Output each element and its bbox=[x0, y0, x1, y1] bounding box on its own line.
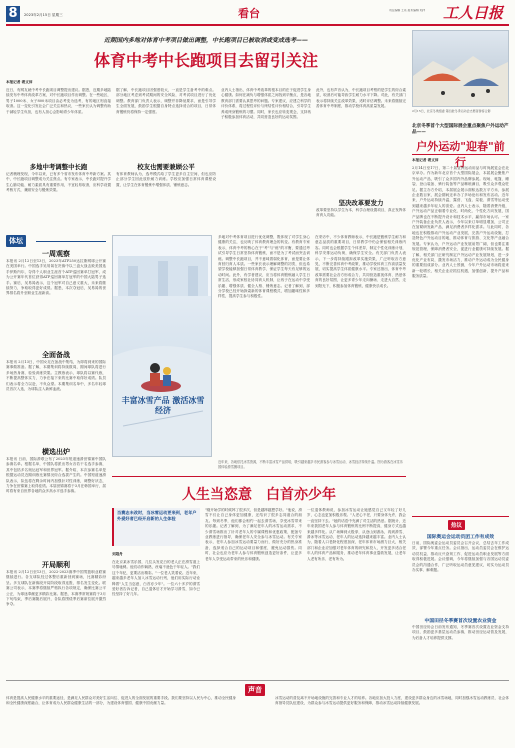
center-col-2: 在采访中，不少体育教师表示，中长跑是锻炼学生耐力和意志品质的重要项目，日常教学中仍会保留相关训练内容。同时也会根据学生个体差异，制定个性化训练计划，科学安排运动负荷，确保学生安全。有关部门负责人表示，下一步将持续跟踪改革实施效果，广泛听取各方意见，不断完善体育中考政策，推动学校体育工作高质量发展，切实提高学生体质健康水平。专家还指出，体育中考改革需要社会各方形成合力，共同营造重视体育、热爱体育的良好氛围，让更多青少年走向操场、走进大自然、走到阳光下，积极参加体育锻炼，健康快乐成长。 bbox=[315, 235, 406, 288]
expo-photo-caption: 2月15日，北京冬奥组委 第四批冬季运动会志愿者游客合影 bbox=[412, 109, 491, 113]
lead-header bbox=[6, 30, 406, 75]
feature-col-2: "刚开始学的时候摔了很多次，但是越摔越想学好。"他说，滑雪不仅让自己身体更加健康，还结识了很多志同道合的朋友。每到冬季，他们都会相约一起去滑雪场，享受冰雪带来的乐趣。记者了解到，为了满足老年人的冰雪运动需求，不少滑雪场推出了针对老年人的专属课程和优惠政策，配备专业教练进行指导，确保老年人安全参与冰雪运动。有关专家表示，老年人参加冰雪运动要量力而行，做好充分的热身准备，选择适合自己的运动项目和强度，避免运动损伤。同时，社会也应为老年人参与体育锻炼创造更好条件，让更多老年人享受运动带来的快乐和健康。 bbox=[205, 508, 302, 561]
right-box-body-1: 日前，国际奥委会运动员委员会召开会议，总结去年工作成效，部署今年重点任务。会议指出，运动员委员会在维护运动员权益、推动反兴奋剂工作、促进运动员职业发展等方面取得积极进展。会议强调，今年将继续加强与各国运动员委员会的沟通合作，广泛听取运动员意见建议，切实为运动员办实事、解难题。 bbox=[412, 541, 509, 573]
ice-photo bbox=[112, 235, 212, 457]
brief-head-3: 横选出炉 bbox=[42, 448, 70, 456]
lead-col-1b: 记者梳理发现，今年以来，已有多个省市发布体育中考新方案。其中，中长跑项目调整成为关注焦点。有专家表示，中长跑对提升学生心肺功能、耐力素质具有重要作用，不宜轻易取消，应科学设置考核方式，兼顾安全与锻炼效果。 bbox=[6, 172, 111, 193]
right-box-head-1: 国际奥运会运动员团工作有成效 bbox=[426, 535, 495, 540]
footer-right: 冰雪运动的普及离不开场地设施的完善和专业人才的培养。各地应加大投入力度，建设更多群众身边的冰雪场地，同时加强冰雪运动教练员、社会体育指导员队伍建设，为群众参与冰雪运动提供更好服务和保障，推动冰雪运动持续健康发展。 bbox=[275, 696, 509, 706]
lead-col-1: 近日，有网友就中考中长跑项目调整提出建议。据悉，近期多地陆续发布中考体育改革方案，对中长跑项目作出调整。在一些地区，男子1000米、女子800米项目由必考变为选考，有的地区则直接取消。这一变化引发社会广泛关注和热议，一些家长认为调整有助于减轻学生负担，也有人担心会影响青少年体质。 bbox=[6, 88, 111, 114]
brief-body-4: 本报讯 2月12日至13日，2022-2023赛季中国男篮职业联赛继续进行。各支球队经过休整后重新回到赛场，比赛精彩纷呈。多支球队在新赛段开局阶段取得连胜，排名发生变化。联赛公司表示，本赛季将继续严格执行各项规定，确保比赛公平公正，为球迷奉献更多精彩比赛。据悉，本赛季常规赛将于3月下旬结束，季后赛随后展开，各队将围绕季后赛席位展开激烈争夺。 bbox=[6, 570, 106, 607]
brief-head-2: 全面备战 bbox=[42, 351, 70, 359]
right-title-rule bbox=[412, 154, 509, 155]
ice-photo-title: 丰富冰雪产品 激活冰雪经济 bbox=[121, 396, 205, 415]
feature-kicker: 当赛志未改时，当冰雪运动更来到，老年户外爱好者已经开启新的人生体验 bbox=[112, 508, 200, 546]
expo-photo bbox=[412, 30, 509, 107]
lead-kicker: 近期国内多地对体育中考项目做出调整，中长跑项目已被取消或变成选考—— bbox=[103, 37, 308, 44]
right-box bbox=[412, 516, 509, 671]
right-body: 2月14日至17日，第二十届亚洲运动用品与时尚展览会在北京举办。作为新年北京首个大型国际展会，本届展会聚焦户外运动产品，吸引了众多国内外品牌参展。现场，帐篷、睡袋、登山装备、骑行装备等产品琳琅满目，吸引众多观众驻足。据主办方介绍，本届展会展示面积达数万平方米，参展企业数百家，展会期间还举办了多场论坛和发布活动。近年来，户外运动持续升温，露营、飞盘、桨板、滑雪等运动受到越来越多年轻人的喜爱。业内人士表示，随着消费升级，户外运动产品正朝着专业化、时尚化、个性化方向发展，国产品牌也在不断提升设计和技术水平，赢得市场认可。一家户外装备企业负责人表示，今年以来订单明显增加，公司正在加紧研发新产品，满足消费者多样化需求。与此同时，各地也在积极推动户外运动产业发展，完善户外运动设施，打造特色户外运动目的地，推动体育与旅游、文化等产业融合发展。专家认为，户外运动产业发展前景广阔，但也要注重规范管理，保障消费者安全，促进行业健康可持续发展。据了解，相关部门正研究制定户外运动产业发展规划，进一步优化产业布局，激发市场活力，推动户外运动成为全民健身的重要组成部分。业内人士预测，今年户外运动市场将迎来新一轮增长，相关企业应抓住机遇，加强创新，提升产品和服务质量。 bbox=[412, 166, 509, 279]
right-title: 户外运动"迎春"前行 bbox=[416, 140, 505, 169]
masthead bbox=[6, 4, 509, 24]
footer-rule bbox=[6, 680, 509, 681]
right-box-head-2: 中国田径冬季赛首次设置农业资金 bbox=[424, 619, 497, 624]
briefs-tag-rule bbox=[36, 236, 106, 242]
brief-body-2: 本报讯 2月13日，中国女足在备战中集结，为即将到来的国际赛事做准备。据了解，本期集训将持续数周，期间球队将进行多场热身赛，检验训练效果。主教练表示，球队将以赛代练，不断提高整体实力，力争在接下来的比赛中取得好成绩。队员们表示将全力以赴，不负众望。本期集训名单中，多名年轻球员首次入选，为球队注入新鲜血液。 bbox=[6, 360, 106, 392]
editor-credit: 责任编辑 王亮 美术编辑 刘洋 bbox=[389, 9, 426, 12]
briefs-tag: 体坛 bbox=[6, 235, 26, 247]
lead-byline: 本报记者 裴文沛 bbox=[6, 80, 33, 84]
brief-head-4: 开局顺利 bbox=[42, 561, 70, 569]
briefs-column bbox=[6, 235, 106, 675]
lead-subhead-2: 校友也需要兼顾公平 bbox=[137, 163, 195, 171]
page-number: 8 bbox=[6, 6, 20, 22]
lead-col-4: 此外，也有声音认为，中长跑项目考察的是学生的综合素质，取消后可能导致学生耐力水平下降。对此，有关部门表示将持续关注改革效果，适时评估调整。未来将继续完善体育中考制度，推动学校体育高质量发展。 bbox=[316, 88, 406, 109]
feature-col-3: 一位退休教师说，参加冰雪运动让她感觉自己又年轻了好几岁，心态也更加积极乐观。"人老心不老，只要身体允许，我会一直坚持下去。"她的话语中充满了对生活的热爱。据统计，近年来我国老年人参与体育锻炼的比例不断提高，健身方式也越来越多样化。从广场舞到太极拳，从登山到游泳，再到滑雪、滑冰等冰雪运动，老年人的运动选择越来越丰富。业内人士认为，随着人口老龄化程度加深，老年体育市场潜力巨大，相关部门和企业应加强对老年体育的研究和投入，开发更多适合老年人的体育产品和服务，推动老年体育事业蓬勃发展，让老年人老有所乐、老有所为。 bbox=[307, 508, 406, 561]
footer-tag: 声音 bbox=[245, 684, 265, 696]
lead-subhead-1: 多地中考调整中长跑 bbox=[29, 163, 88, 171]
brief-head-1: 一周观察 bbox=[42, 250, 70, 258]
feature-top-rule bbox=[112, 476, 406, 477]
lead-col-2b: 有体育教师认为，选考模式给了学生更多自主空间，但也应防止部分学生因此放松耐力训练。学校应加强日常体育课程设置，让学生在体育锻炼中增强体质、锤炼意志。 bbox=[116, 172, 216, 187]
lead-title: 体育中考中长跑项目去留引关注 bbox=[93, 51, 318, 70]
feature-byline: 刘超舟 bbox=[112, 552, 123, 556]
lead-col-3: 业内人士指出，体育中考改革的根本目的在于促进学生身心健康。如何在减负与增强体质之间找到平衡点，是各地教育部门需要认真思考的问题。专家建议，应建立科学的评价体系，将过程性评价与终结性评价相结合，引导学生养成终身锻炼的习惯。同时，家长也应转变观念，支持孩子积极参加体育活动，共同营造良好的运动氛围。 bbox=[221, 88, 311, 120]
feature-title: 人生当恣意 白首亦少年 bbox=[182, 487, 336, 503]
paper-logo: 工人日报 bbox=[443, 4, 504, 22]
center-col-1: 多地对中考体育项目进行优化调整，既体现了对学生身心健康的关注，也反映了体育教育理念的转变。有教育专家表示，体育中考的核心在于"考"与"练"的平衡，要通过考试引导学生日常坚持体育锻炼，而不是为了考试而突击训练。调整中长跑项目，并不意味着弱化体育，而是要让体育回归育人本质。一些家长表示理解调整的初衷，但也希望学校能够加强日常体育教学，保证学生每天有足够的运动时间。此外，有学者建议，应当将体育锻炼融入学生日常生活，形成家校社协同育人机制，让孩子在运动中享受乐趣、增强体质、健全人格、锤炼意志。记者了解到，部分学校已经开始探索新的体育课程模式，增加趣味性和多样性，提高学生参与积极性。 bbox=[218, 235, 310, 299]
brief-body-3: 本报讯 日前，国际滑联公布了2023年短道速滑世锦赛中国队参赛名单。根据名单，中国队将派出男女各若干名选手参赛，其中包括多名奥运冠军和世界冠军。据介绍，本次参赛名单是根据运动员近期训练比赛情况综合选拔产生的。中国短道速滑队表示，队伍将在剩余时间内加强针对性训练，调整好状态，力争在世锦赛上取得佳绩。本届世锦赛将于3月在韩国举行，届时将有来自世界各地的众多高水平选手参赛。 bbox=[6, 457, 106, 494]
masthead-rule bbox=[6, 24, 509, 26]
center-caption: 近年来，各地依托冰雪资源，不断丰富冰雪产品供给，吸引越来越多市民游客参与冰雪运动，冰雪经济持续升温。图为游客在冰雪乐园体验滑雪圈项目。 bbox=[218, 460, 403, 469]
right-box-body-2: 中国田径协会日前发布通知，冬季赛首次设置农业资金支持项目，鼓励更多基层运动员参赛，推动田径运动普及发展，为后备人才培养提供支撑。 bbox=[412, 625, 509, 640]
right-box-label: 热议 bbox=[448, 520, 465, 530]
issue-date: 2023年2月15日 星期三 bbox=[24, 13, 63, 17]
right-byline: 本报记者 裴文沛 bbox=[412, 158, 439, 162]
lead-col-4b: 改革要坚持以学生为本，科学合理设置项目，真正发挥体育育人功能。 bbox=[316, 208, 406, 218]
lead-subhead-3: 坚决改革要发力 bbox=[338, 199, 384, 207]
lead-col-2: 据了解，中长跑项目因强度较大，一直是学生备考中的难点。部分地区考虑到考试期间的安全风险，对考试项目进行了优化调整。教育部门负责人表示，调整并非降低要求，而是引导学生全面发展，鼓励学生根据自身特点选择适合的项目，日常体育锻炼仍将保持一定强度。 bbox=[116, 88, 216, 114]
right-kicker: 北京冬季首个大型国际展会重点聚焦户外运动产品—— bbox=[412, 124, 509, 135]
lead-body bbox=[6, 80, 406, 230]
brief-body-1: 本报讯 2月12日至13日，2023年ATP250达拉斯网球公开赛在美国举行。中国选手吴易昺在决赛中以三盘大战击败美国选手伊斯内尔，夺得个人职业生涯首个ATP巡回赛单打冠军，成为公开赛年代首位获得ATP巡回赛单打冠军的中国大陆男子选手。赛后，吴易昺表示，这个冠军对自己意义重大，未来将继续努力，争取取得更好成绩。据悉，本次夺冠后，吴易昺的世界排名将升至职业生涯新高。 bbox=[6, 259, 106, 296]
section-title: 看台 bbox=[238, 7, 260, 20]
footer-left: 体育是提高人民健康水平的重要途径，是满足人民群众对美好生活向往、促进人的全面发展的重要手段。我们要坚持以人民为中心，推动全民健身和全民健康深度融合，让体育成为人民群众健康生活的一部分，为建设体育强国、健康中国贡献力量。 bbox=[6, 696, 236, 706]
feature-col-1: 在北京某冰雪乐园，几位头发花白的老人正在滑雪道上尽情驰骋。他们动作娴熟，丝毫不逊色于年轻人。"我们这个年纪，更要活出精彩。"一位老人笑着说。近年来，越来越多老年人加入冰雪运动行列，他们用实际行动诠释着"人生当恣意，白首亦少年"。一位六十多岁的滑雪爱好者告诉记者，自己退休后才开始学习滑雪，如今已经坚持了好几年。 bbox=[112, 560, 200, 597]
